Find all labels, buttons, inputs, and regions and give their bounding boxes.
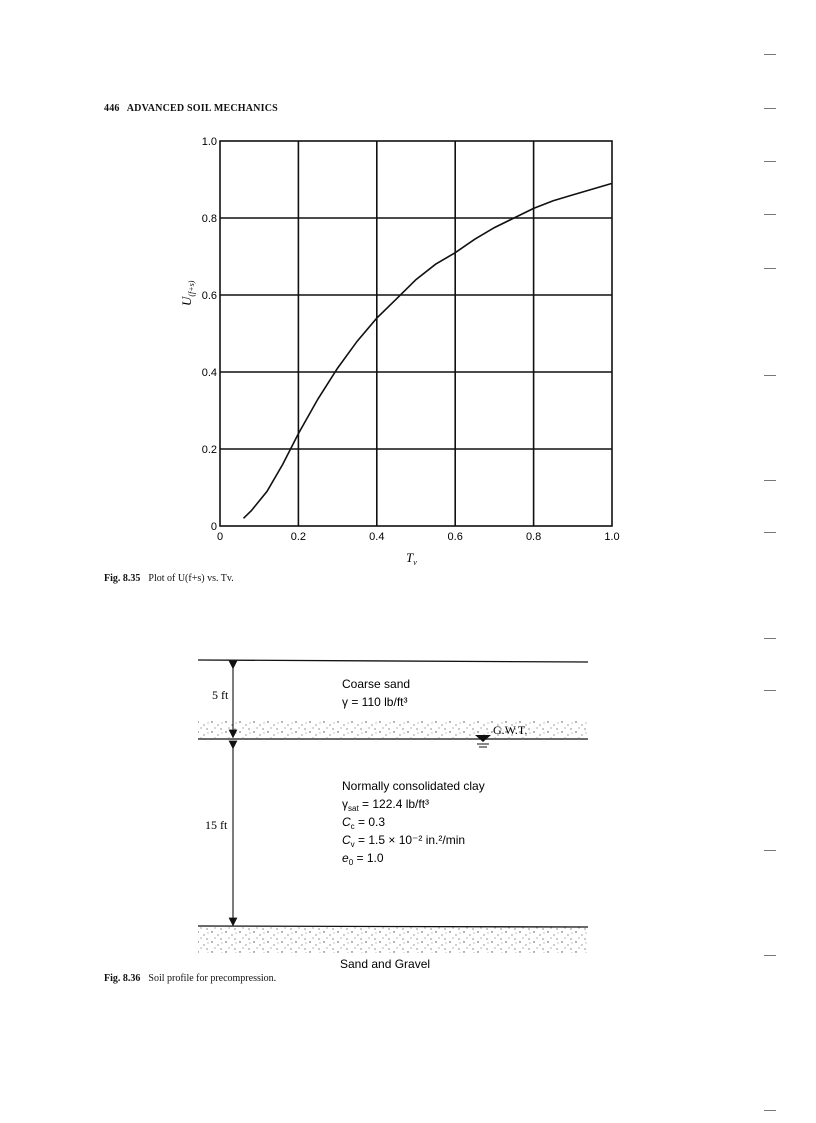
ground-surface-line xyxy=(198,660,588,662)
y-tick-label: 1.0 xyxy=(201,136,217,148)
margin-mark xyxy=(764,268,776,269)
bottom-speckle-band xyxy=(198,927,588,953)
layer2-thickness: 15 ft xyxy=(205,818,228,832)
margin-mark xyxy=(764,214,776,215)
margin-mark xyxy=(764,375,776,376)
x-tick-label: 0 xyxy=(216,531,224,543)
gwt-label: G.W.T. xyxy=(493,723,528,737)
layer2-e0: $e_0 = 1.0$ xyxy=(342,851,384,867)
margin-mark xyxy=(764,638,776,639)
y-tick-label: 0.2 xyxy=(201,444,217,456)
figure-836-caption xyxy=(104,973,276,984)
page-number: 446 xyxy=(104,103,120,114)
x-tick-label: 0.2 xyxy=(290,531,307,543)
layer2-gamma: $\gamma_{sat} = 122.4$ lb/ft³ xyxy=(342,797,430,813)
layer2-cv: $C_v = 1.5 \times 10^{-2}$ in.²/min xyxy=(342,833,466,849)
y-tick-label: 0.8 xyxy=(201,213,217,225)
margin-mark xyxy=(764,532,776,533)
gwt-speckle-band xyxy=(198,720,588,738)
bottom-layer-label: Sand and Gravel xyxy=(340,957,431,971)
y-axis-label: $U_{(f+s)}$ xyxy=(179,280,196,306)
layer1-name: Coarse sand xyxy=(342,677,411,691)
margin-mark xyxy=(764,850,776,851)
x-tick-label: 0.8 xyxy=(525,531,542,543)
running-title: ADVANCED SOIL MECHANICS xyxy=(126,103,278,114)
margin-mark xyxy=(764,1110,776,1111)
figure-835-number: Fig. 8.35 xyxy=(104,573,141,584)
y-tick-label: 0 xyxy=(210,521,217,533)
x-tick-label: 0.4 xyxy=(369,531,385,543)
y-tick-label: 0.4 xyxy=(201,367,217,379)
x-tick-label: 1.0 xyxy=(604,531,620,543)
layer2-cc: $C_c = 0.3$ xyxy=(342,815,386,831)
layer1-gamma: γ = 110 lb/ft³ xyxy=(342,695,408,709)
figure-835-text: Plot of U(f+s) vs. Tv. xyxy=(148,573,234,584)
margin-mark xyxy=(764,690,776,691)
figure-836-number: Fig. 8.36 xyxy=(104,973,141,984)
clay-bottom-line xyxy=(198,926,588,927)
margin-mark xyxy=(764,955,776,956)
y-tick-label: 0.6 xyxy=(201,290,217,302)
margin-mark xyxy=(764,108,776,109)
layer1-thickness: 5 ft xyxy=(212,688,229,702)
x-tick-label: 0.6 xyxy=(447,531,463,543)
margin-mark xyxy=(764,54,776,55)
x-axis-label: $T_v$ xyxy=(406,550,417,567)
figure-836-text: Soil profile for precompression. xyxy=(148,973,277,984)
margin-mark xyxy=(764,161,776,162)
margin-mark xyxy=(764,480,776,481)
layer2-name: Normally consolidated clay xyxy=(342,779,485,793)
